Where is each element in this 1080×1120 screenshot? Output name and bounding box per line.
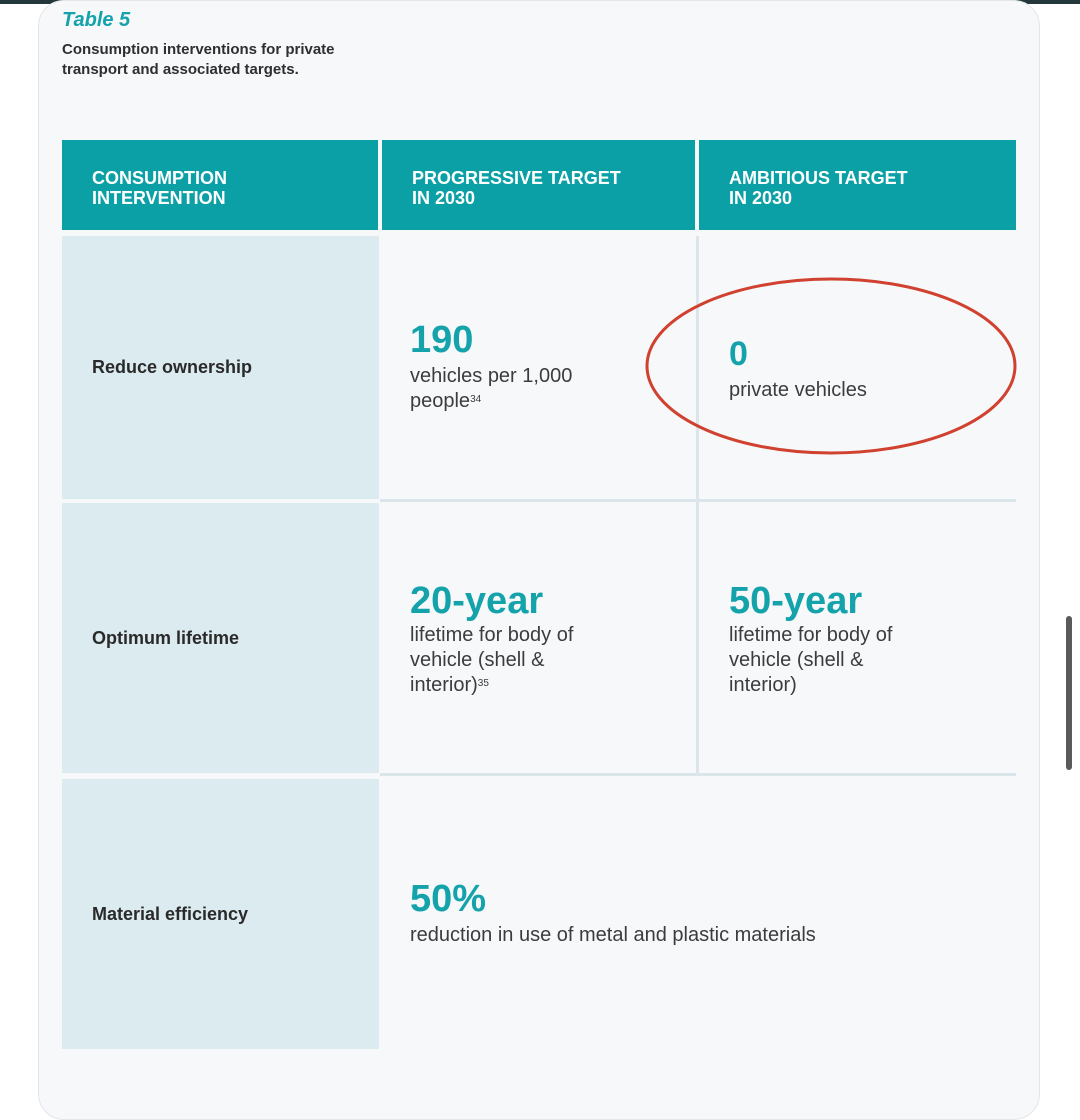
target-value: 50-year — [729, 580, 863, 622]
target-value: 50% — [410, 878, 487, 920]
intervention-label: Reduce ownership — [92, 357, 253, 377]
intervention-label: Material efficiency — [92, 903, 249, 924]
table-label: Table 5 — [62, 9, 131, 31]
header-label: PROGRESSIVE TARGET IN 2030 — [412, 168, 621, 208]
scrollbar[interactable] — [1066, 616, 1072, 770]
target-description — [410, 364, 610, 414]
row-reduce-ownership-label — [62, 236, 379, 499]
footnote-ref: 35 — [477, 678, 489, 689]
header-progressive-target — [382, 140, 695, 230]
target-description-text: lifetime for body of vehicle (shell & interior) — [410, 624, 574, 696]
target-value: 0 — [729, 335, 748, 373]
row-material-efficiency-merged — [380, 779, 1016, 1049]
footnote-ref: 34 — [470, 394, 482, 405]
row-reduce-ownership-progressive — [380, 236, 696, 499]
table-caption: Consumption interventions for private transport and associated targets. — [62, 41, 335, 78]
target-description — [410, 623, 585, 698]
target-value: 190 — [410, 319, 474, 361]
header-consumption-intervention — [62, 140, 378, 230]
row-divider — [380, 773, 1016, 776]
target-value: 20-year — [410, 580, 544, 622]
header-label: CONSUMPTION INTERVENTION — [92, 168, 227, 208]
header-ambitious-target — [699, 140, 1016, 230]
intervention-label: Optimum lifetime — [92, 627, 240, 648]
target-description-text: vehicles per 1,000 people — [410, 365, 573, 412]
row-reduce-ownership-ambitious — [699, 236, 1016, 499]
row-material-efficiency-label — [62, 779, 379, 1049]
target-description: private vehicles — [729, 379, 867, 401]
row-optimum-lifetime-label — [62, 503, 379, 773]
target-description: reduction in use of metal and plastic materials — [410, 924, 816, 946]
row-optimum-lifetime-progressive — [380, 503, 696, 773]
target-description: lifetime for body of vehicle (shell & interior) — [729, 624, 893, 696]
column-divider — [696, 236, 699, 773]
row-optimum-lifetime-ambitious — [699, 503, 1016, 773]
header-label: AMBITIOUS TARGET IN 2030 — [729, 168, 908, 208]
